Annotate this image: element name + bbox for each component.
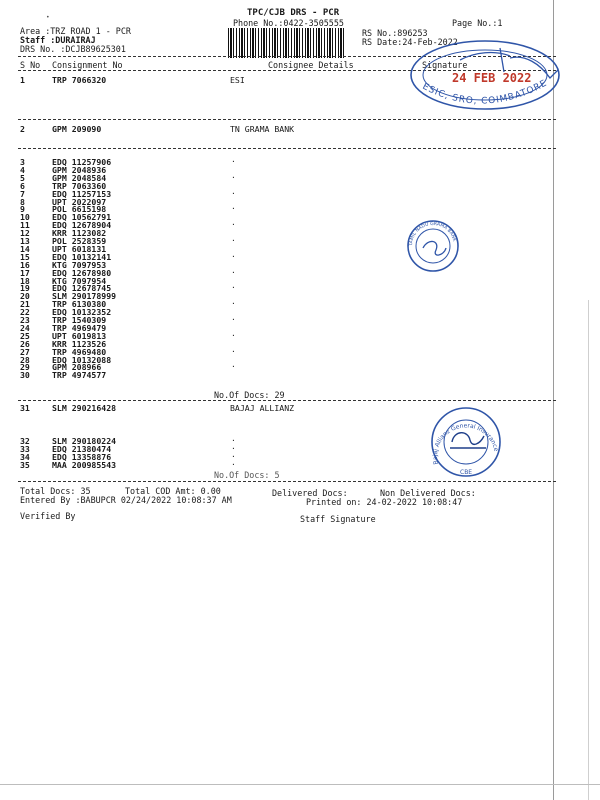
row-sno: 22 (20, 307, 30, 318)
row-consignment: TRP 4974577 (52, 370, 107, 381)
row-consignment: EDQ 10132141 (52, 251, 112, 262)
row-consignment: KRR 1123082 (52, 228, 107, 239)
esic-stamp-text: ESIC, SRO, COIMBATORE (420, 78, 550, 107)
row-sno: 14 (20, 243, 30, 254)
row-marker: · (231, 315, 236, 324)
row-consignee: ESI (230, 75, 245, 85)
total-cod-amount: Total COD Amt: 0.00 (125, 486, 221, 496)
svg-text:Bajaj Allianz General Insuranc (432, 422, 500, 465)
scan-bottom-line (0, 784, 600, 785)
row-consignment: GPM 2048936 (52, 164, 107, 175)
row-sno: 34 (20, 452, 30, 463)
row-sno: 6 (20, 180, 25, 191)
row-consignment: TRP 7066320 (52, 75, 107, 85)
row-marker: · (231, 299, 236, 309)
row-sno: 30 (20, 370, 30, 381)
table-row (20, 461, 260, 470)
row-consignment: MAA 200985543 (52, 460, 117, 471)
row-marker: · (231, 436, 236, 445)
row-consignment: UPT 6018131 (52, 243, 107, 254)
row-sno: 8 (20, 196, 25, 207)
row-sno: 4 (20, 164, 25, 175)
scan-edge-line-2 (588, 300, 589, 800)
insurer-stamp-text: Bajaj Allianz General Insurance (431, 422, 500, 466)
row-sno: 29 (20, 362, 30, 373)
row-sno: 3 (20, 157, 25, 167)
row-sno: 18 (20, 275, 30, 286)
col-consignee: Consignee Details (268, 60, 354, 70)
row-sno: 32 (20, 436, 30, 446)
row-consignment: EDQ 10132088 (52, 354, 112, 365)
row-consignment: GPM 208966 (52, 362, 102, 373)
insurer-stamp (410, 402, 520, 482)
table-row (20, 76, 420, 85)
row-marker: · (231, 188, 236, 198)
row-consignee: BAJAJ ALLIANZ (230, 403, 295, 413)
row-marker: · (231, 236, 236, 245)
row-marker: · (231, 157, 236, 166)
group-doc-count: No.Of Docs: 29 (214, 390, 285, 400)
row-marker: · (231, 283, 236, 293)
row-marker: · (231, 460, 236, 470)
row-consignment: EDQ 12678980 (52, 267, 112, 278)
row-consignment: GPM 209090 (52, 124, 102, 134)
document-title: TPC/CJB DRS - PCR (247, 8, 340, 18)
row-consignment: TRP 7063360 (52, 180, 107, 191)
row-consignment: SLM 290178999 (52, 291, 117, 302)
page-number: Page No.:1 (452, 18, 503, 28)
divider (18, 148, 556, 149)
group-doc-count: No.Of Docs: 5 (214, 470, 280, 480)
delivered-docs: Delivered Docs: (272, 488, 348, 498)
printed-on: Printed on: 24-02-2022 10:08:47 (306, 497, 463, 507)
rs-date: RS Date:24-Feb-2022 (362, 37, 458, 47)
row-consignment: TRP 1540309 (52, 315, 107, 325)
row-consignment: EDQ 10132352 (52, 307, 112, 318)
row-sno: 13 (20, 236, 30, 246)
row-consignment: EDQ 12678745 (52, 283, 112, 294)
row-sno: 26 (20, 338, 30, 349)
row-sno: 28 (20, 354, 30, 365)
row-consignment: EDQ 12678904 (52, 220, 112, 231)
row-consignment: EDQ 11257153 (52, 188, 112, 199)
row-sno: 24 (20, 322, 30, 333)
scan-mark: • (46, 14, 50, 21)
row-consignment: POL 2528359 (52, 236, 107, 246)
non-delivered-docs: Non Delivered Docs: (380, 488, 476, 498)
row-sno: 31 (20, 403, 30, 413)
row-marker: · (231, 452, 236, 462)
row-sno: 20 (20, 291, 30, 302)
row-sno: 33 (20, 444, 30, 455)
row-sno: 15 (20, 251, 30, 262)
row-marker: · (231, 330, 236, 340)
row-sno: 25 (20, 330, 30, 341)
row-consignment: UPT 2022097 (52, 196, 107, 207)
col-consignment: Consignment No (52, 60, 123, 70)
row-consignment: KTG 7097954 (52, 275, 107, 286)
rs-number: RS No.:896253 (362, 28, 428, 38)
row-marker: · (231, 220, 236, 230)
row-sno: 17 (20, 267, 30, 278)
row-sno: 5 (20, 172, 25, 183)
entered-by: Entered By :BABUPCR 02/24/2022 10:08:37 AM (20, 495, 232, 505)
row-consignment: GPM 2048584 (52, 172, 107, 183)
table-row (20, 125, 420, 134)
row-sno: 21 (20, 299, 30, 310)
row-sno: 27 (20, 346, 30, 357)
row-sno: 19 (20, 283, 30, 294)
row-marker: · (231, 172, 236, 182)
row-consignment: UPT 6019813 (52, 330, 107, 341)
row-sno: 23 (20, 315, 30, 325)
stamp-date: 24 FEB 2022 (452, 71, 532, 85)
row-marker: · (231, 346, 236, 356)
row-consignment: EDQ 13358876 (52, 452, 112, 463)
bank-stamp (398, 218, 468, 274)
row-consignment: SLM 290216428 (52, 403, 117, 413)
table-row (20, 404, 420, 413)
row-sno: 10 (20, 212, 30, 223)
row-sno: 35 (20, 460, 30, 471)
barcode (228, 28, 346, 58)
row-consignment: KTG 7097953 (52, 259, 107, 270)
row-sno: 12 (20, 228, 30, 239)
row-consignment: SLM 290180224 (52, 436, 117, 446)
phone-number: Phone No.:0422-3505555 (233, 18, 344, 28)
row-consignment: TRP 6130380 (52, 299, 107, 310)
divider (18, 400, 556, 401)
row-marker: · (231, 251, 236, 261)
esic-stamp (400, 30, 570, 120)
verified-by: Verified By (20, 511, 76, 521)
area: Area :TRZ ROAD 1 - PCR (20, 26, 131, 36)
row-sno: 1 (20, 75, 25, 85)
staff-signature: Staff Signature (300, 514, 376, 524)
row-consignee: TN GRAMA BANK (230, 124, 295, 134)
row-consignment: TRP 4969480 (52, 346, 107, 357)
row-consignment: POL 6615198 (52, 204, 107, 215)
row-marker: · (231, 204, 236, 214)
row-sno: 16 (20, 259, 30, 270)
row-sno: 2 (20, 124, 25, 134)
row-sno: 11 (20, 220, 30, 231)
row-consignment: TRP 4969479 (52, 322, 107, 333)
row-marker: · (231, 444, 236, 454)
handwritten-signature (450, 433, 486, 448)
col-sno: S No (20, 60, 41, 70)
row-sno: 7 (20, 188, 25, 199)
row-consignment: EDQ 21380474 (52, 444, 112, 455)
row-marker: · (231, 267, 236, 277)
row-consignment: KRR 1123526 (52, 338, 107, 349)
row-consignment: EDQ 10562791 (52, 212, 112, 223)
total-docs: Total Docs: 35 (20, 486, 91, 496)
drs-number: DRS No. :DCJB89625301 (20, 44, 126, 54)
row-marker: · (231, 362, 236, 372)
insurer-stamp-city: CBE (460, 469, 473, 476)
col-signature: Signature (422, 60, 468, 70)
table-row (20, 371, 260, 380)
row-sno: 9 (20, 204, 25, 215)
bank-stamp-text: TAMIL NADU GRAMA BANK (408, 221, 457, 247)
row-consignment: EDQ 11257906 (52, 157, 112, 167)
staff: Staff :DURAIRAJ (20, 35, 96, 45)
